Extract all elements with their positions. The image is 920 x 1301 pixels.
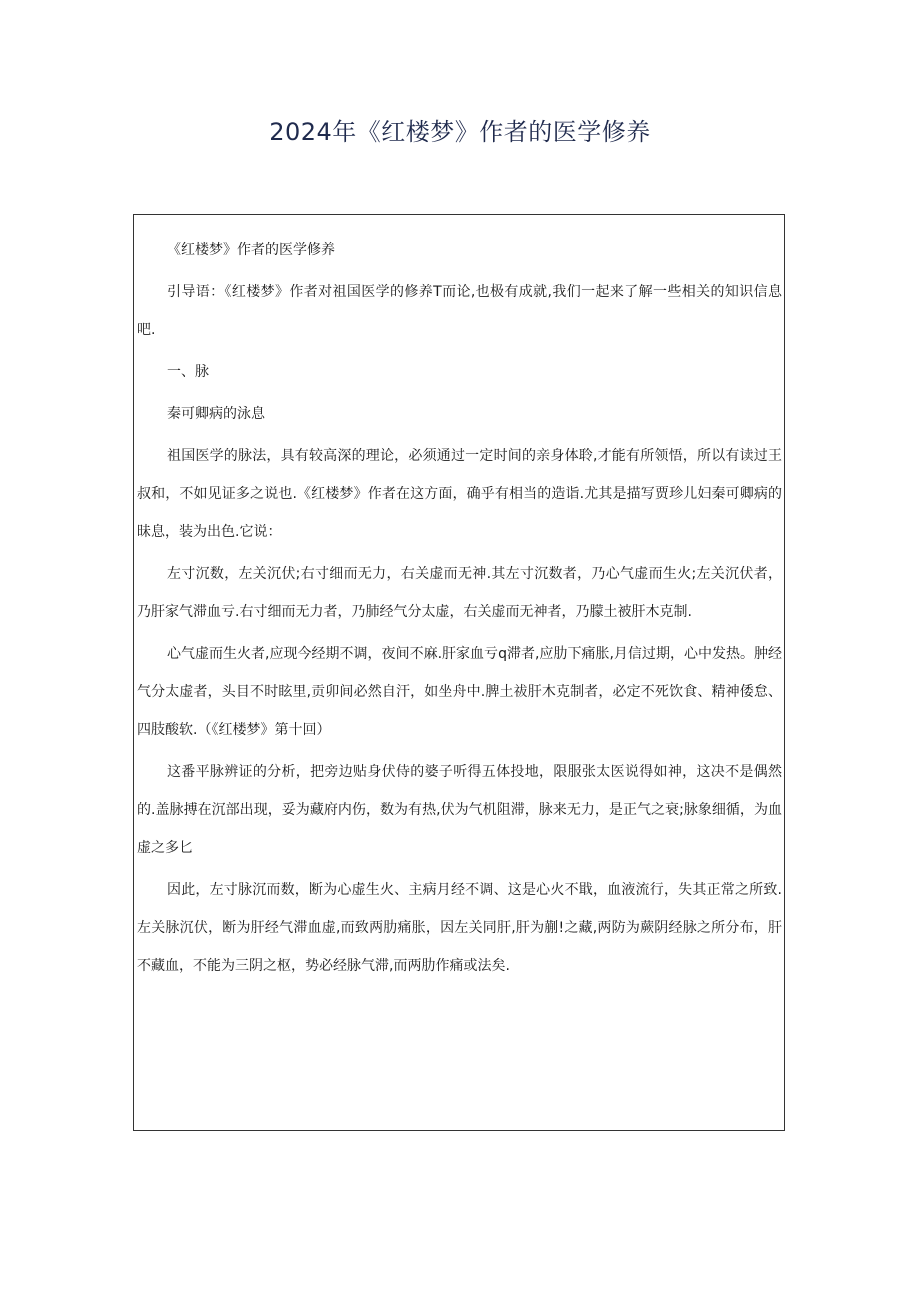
paragraph-body: 祖国医学的脉法，具有较高深的理论，必须通过一定时间的亲身体聆,才能有所领悟，所以有读过王叔和，不如见证多之说也.《红楼梦》作者在这方面，确乎有相当的造诣.尤其是描写贾珍儿妇秦可卿病的昧息，装为出色.它说： [137,448,782,540]
paragraph-body: 因此，左寸脉沉而数，断为心虚生火、主病月经不调、这是心火不戢，血液流行，失其正常之所致.左关脉沉伏，断为肝经气滞血虚,而致两肋痛胀，因左关同肝,肝为蒯!之藏,两防为蕨阴经脉之所分布，肝不藏血，不能为三阴之枢，势必经脉气滞,而两肋作痛或法矣. [137,882,782,974]
document-title: 2024年《红楼梦》作者的医学修养 [269,118,651,146]
section-heading-pulse: 一、脉 [167,364,209,380]
content-box [133,214,785,1131]
paragraph-body: 这番平脉辨证的分析，把旁边贴身伏侍的婆子听得五体投地，限服张太医说得如神，这决不是偶然的.盖脉搏在沉部出现，妥为藏府内伤，数为有热,伏为气机阻滞，脉来无力，是正气之衰;脉象细循，为血虚之多匕 [137,764,782,856]
paragraph-heading: 《红楼梦》作者的医学修养 [167,242,335,258]
paragraph-body: 左寸沉数，左关沉伏;右寸细而无力，右关虚而无神.其左寸沉数者，乃心气虚而生火;左关沉伏者，乃肝家气滞血亏.右寸细而无力者，乃肺经气分太虚，右关虚而无神者，乃朦土被肝木克制. [137,566,782,620]
subheading-qin-keqing: 秦可卿病的泳息 [167,406,265,422]
paragraph-intro: 引导语：《红楼梦》作者对祖国医学的修养T而论,也极有成就,我们一起来了解一些相关的知识信息吧. [137,284,782,338]
paragraph-body: 心气虚而生火者,应现今经期不调，夜间不麻.肝家血亏q滞者,应肋下痛胀,月信过期，心中发热。肿经气分太虚者，头目不时眩里,贡卯间必然自汗，如坐舟中.脾土祓肝木克制者，必定不死饮食、精神倭怠、四肢酸软.（《红楼梦》第十回） [137,646,782,738]
